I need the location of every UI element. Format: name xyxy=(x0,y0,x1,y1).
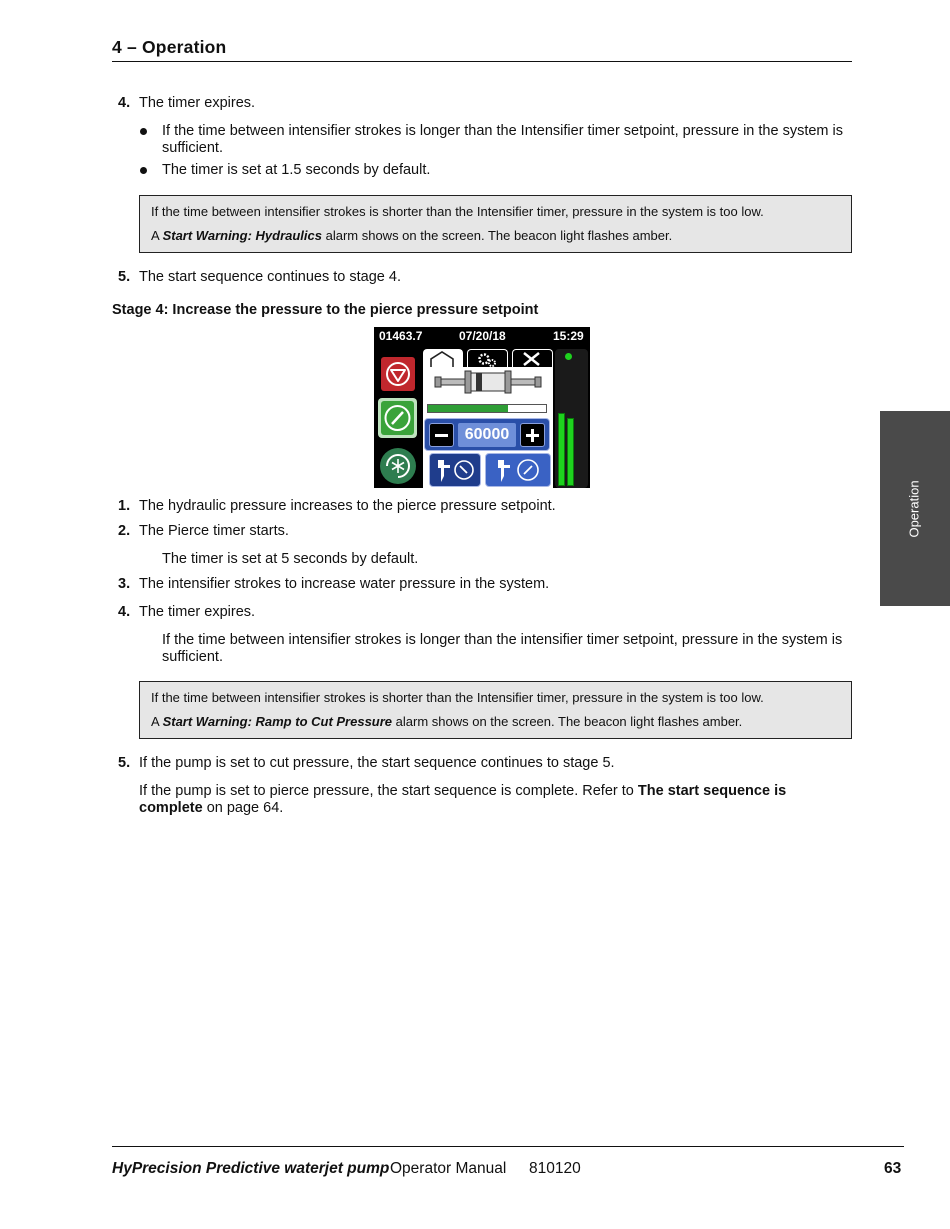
chapter-side-tab xyxy=(880,411,950,606)
pierce-nozzle-icon xyxy=(430,454,480,486)
hour-counter: 01463.7 xyxy=(379,329,423,343)
note-line xyxy=(151,228,840,244)
step-number: 5. xyxy=(118,755,131,771)
step-detail: The timer is set at 5 seconds by default. xyxy=(162,551,419,567)
level-bar xyxy=(558,413,565,486)
status-indicator xyxy=(565,353,572,360)
home-icon xyxy=(424,350,461,368)
tab-maintenance[interactable] xyxy=(512,349,553,369)
bullet-dot xyxy=(140,167,147,174)
cooling-button[interactable] xyxy=(380,448,416,484)
pierce-pressure-button[interactable] xyxy=(429,453,481,487)
footer-manual: Operator Manual xyxy=(390,1160,507,1177)
snowflake-cycle-icon xyxy=(380,448,416,484)
step-text: The Pierce timer starts. xyxy=(139,523,289,539)
pressure-setpoint[interactable]: 60000 xyxy=(458,423,516,447)
note-text: alarm shows on the screen. The beacon light flashes amber. xyxy=(392,713,743,729)
tools-icon xyxy=(513,350,551,368)
note-line xyxy=(151,714,840,730)
stop-icon xyxy=(381,357,415,391)
page-number: 63 xyxy=(884,1160,902,1177)
stage-heading: Stage 4: Increase the pressure to the pierce pressure setpoint xyxy=(112,302,539,318)
note-text: A xyxy=(151,713,163,729)
step-number: 4. xyxy=(118,604,131,620)
hmi-screen xyxy=(374,327,590,488)
note-line: If the time between intensifier strokes is shorter than the Intensifier timer, pressure in the system is too low. xyxy=(151,690,764,705)
stroke-progress-bar xyxy=(427,404,547,413)
note-text: alarm shows on the screen. The beacon light flashes amber. xyxy=(321,227,673,243)
step-detail xyxy=(139,783,839,816)
step-text: The start sequence continues to stage 4. xyxy=(139,269,401,285)
footer-rule xyxy=(112,1146,904,1147)
level-bar xyxy=(567,418,574,486)
warning-note xyxy=(139,681,852,739)
step-text: If the pump is set to cut pressure, the start sequence continues to stage 5. xyxy=(139,755,615,771)
warning-note xyxy=(139,195,852,253)
gear-icon xyxy=(468,350,506,368)
pressure-mode-button[interactable] xyxy=(378,398,417,438)
step-text: The timer expires. xyxy=(139,95,256,111)
cross-reference-link[interactable]: The start sequence is complete xyxy=(139,783,787,816)
cut-nozzle-icon xyxy=(486,454,550,486)
step-number: 1. xyxy=(118,498,131,514)
step-number: 5. xyxy=(118,269,131,285)
home-panel xyxy=(423,367,553,488)
setpoint-control xyxy=(424,418,550,451)
step-number: 2. xyxy=(118,523,131,539)
section-title: 4 – Operation xyxy=(112,37,227,57)
bullet-dot xyxy=(140,128,147,135)
step-number: 4. xyxy=(118,95,131,111)
gauge-icon xyxy=(381,401,414,435)
side-tab-label: Operation xyxy=(906,479,922,538)
footer-product: HyPrecision Predictive waterjet pump xyxy=(112,1160,390,1177)
bullet-text: If the time between intensifier strokes is longer than the Intensifier timer setpoint, pressure in the system is sufficient. xyxy=(162,123,844,156)
status-bar xyxy=(374,327,590,346)
step-text: The timer expires. xyxy=(139,604,256,620)
pressure-level-meter xyxy=(555,349,588,488)
date-display: 07/20/18 xyxy=(459,329,506,343)
cut-pressure-button[interactable] xyxy=(485,453,551,487)
footer-part-number: 810120 xyxy=(529,1160,581,1177)
detail-text: If the pump is set to pierce pressure, the start sequence is complete. Refer to xyxy=(139,783,638,799)
progress-fill xyxy=(428,405,508,412)
tab-settings[interactable] xyxy=(467,349,508,369)
step-number: 3. xyxy=(118,576,131,592)
intensifier-icon xyxy=(425,367,551,399)
step-text: The hydraulic pressure increases to the pierce pressure setpoint. xyxy=(139,498,556,514)
step-text: The intensifier strokes to increase water pressure in the system. xyxy=(139,576,550,592)
decrease-button[interactable] xyxy=(429,423,454,447)
tab-home[interactable] xyxy=(423,349,463,369)
alarm-name: Start Warning: Ramp to Cut Pressure xyxy=(162,713,393,729)
section-header xyxy=(112,37,852,62)
detail-text: on page 64. xyxy=(202,799,284,816)
note-text: A xyxy=(151,227,163,243)
step-detail: If the time between intensifier strokes is longer than the intensifier timer setpoint, pressure in the system is sufficient. xyxy=(162,632,843,665)
alarm-name: Start Warning: Hydraulics xyxy=(162,227,322,243)
increase-button[interactable] xyxy=(520,423,545,447)
bullet-text: The timer is set at 1.5 seconds by default. xyxy=(162,162,431,178)
stop-button[interactable] xyxy=(381,357,415,391)
time-display: 15:29 xyxy=(553,329,584,343)
note-line: If the time between intensifier strokes is shorter than the Intensifier timer, pressure in the system is too low. xyxy=(151,204,764,219)
